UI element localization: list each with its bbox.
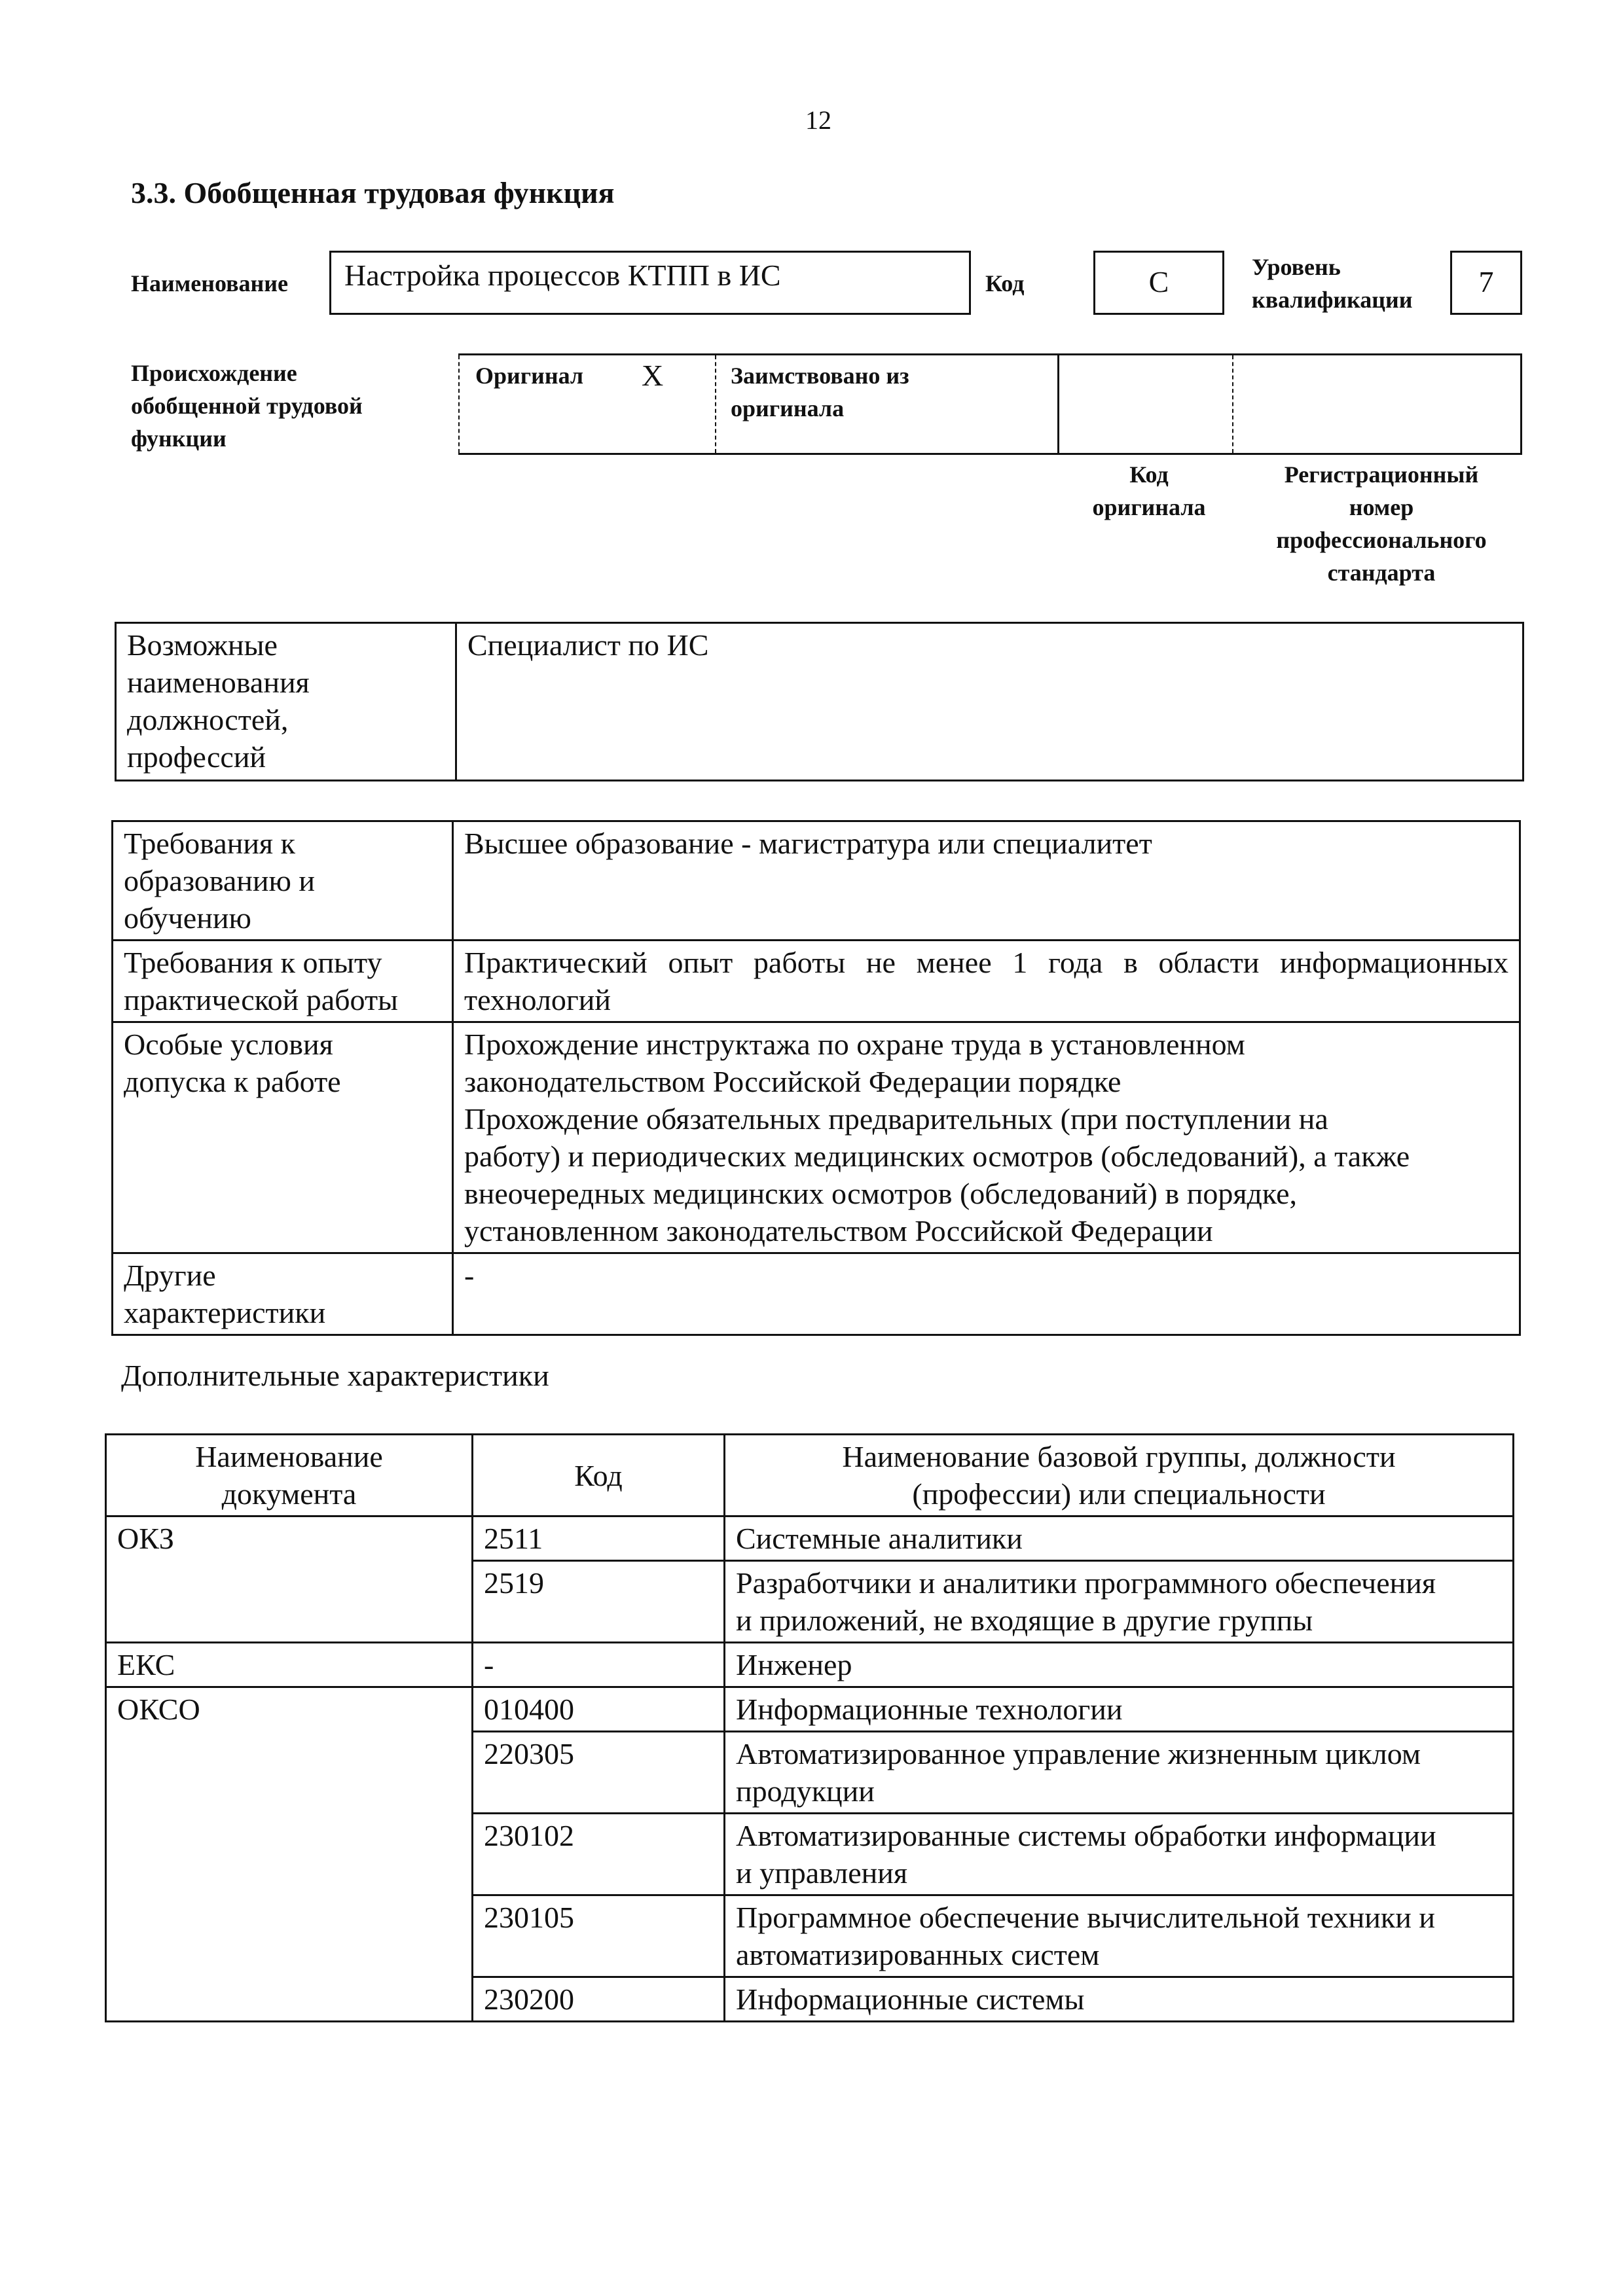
requirement-row [113,1022,1520,1253]
code-value: 220305 [484,1737,574,1770]
group-name-line: Системные аналитики [736,1522,1023,1555]
requirement-value-line: Прохождение обязательных предварительных (при поступлении на [464,1102,1328,1136]
level-label-line1: Уровень [1252,254,1341,280]
requirements-table [111,820,1521,1336]
doc-cell [106,1687,473,2022]
requirement-value-cell [453,1022,1520,1253]
positions-row [116,623,1523,781]
origin-label-line3: функции [131,425,227,452]
requirement-value-line: внеочередных медицинских осмотров (обследований) в порядке, [464,1177,1298,1210]
code-value: - [484,1648,494,1681]
code-label: Код [985,270,1025,296]
original-label: Оригинал [475,363,584,389]
positions-label-line3: должностей, [127,703,289,736]
doc-value: ОКЗ [117,1522,174,1555]
header-group-name-line1: Наименование базовой группы, должности [842,1440,1396,1473]
group-name-cell [725,1687,1514,1732]
additional-title: Дополнительные характеристики [121,1359,549,1392]
header-group-name-line2: (профессии) или специальности [912,1477,1326,1511]
requirement-label-line: обучению [124,901,251,935]
borrowed-label-line1: Заимствовано из [731,363,909,389]
requirement-value-cell [453,821,1520,941]
header-document-line1: Наименование [195,1440,383,1473]
code-cell [473,1687,725,1732]
code-original-caption [1061,458,1237,524]
origin-label [131,357,363,455]
borrowed-label [731,359,909,425]
code-cell [473,1643,725,1687]
code-value: 010400 [484,1693,574,1726]
requirement-value-line: законодательством Российской Федерации порядке [464,1065,1122,1098]
doc-value: ОКСО [117,1693,200,1726]
level-label-line2: квалификации [1252,287,1413,313]
header-code [473,1435,725,1516]
code-value-box [1093,251,1224,315]
group-name-cell [725,1643,1514,1687]
origin-label-line2: обобщенной трудовой [131,393,363,419]
code-cell [473,1977,725,2022]
doc-cell [106,1516,473,1643]
table-row [106,1687,1514,1732]
group-name-line: Разработчики и аналитики программного обеспечения [736,1566,1436,1600]
reg-number-caption-line1: Регистрационный [1284,461,1479,488]
section-title: 3.3. Обобщенная трудовая функция [131,176,615,209]
group-name-line: Информационные технологии [736,1693,1123,1726]
requirement-label-line: Особые условия [124,1028,333,1061]
requirement-row [113,1253,1520,1335]
code-cell [473,1895,725,1977]
requirement-label-line: Требования к опыту [124,946,382,979]
code-value: 230200 [484,1982,574,2016]
group-name-line: Автоматизированные системы обработки информации [736,1819,1436,1852]
requirement-value-line: работу) и периодических медицинских осмотров (обследований), а также [464,1139,1410,1173]
origin-divider-3 [1232,355,1233,453]
group-name-line: и приложений, не входящие в другие группы [736,1604,1313,1637]
positions-label-line4: профессий [127,740,266,774]
requirement-value-line: Прохождение инструктажа по охране труда в установленном [464,1028,1245,1061]
reg-number-caption [1244,458,1519,589]
positions-label-line2: наименования [127,666,310,699]
table-row [106,1643,1514,1687]
header-group-name [725,1435,1514,1516]
original-mark: X [642,359,664,392]
origin-table [458,353,1522,455]
code-cell [473,1516,725,1561]
code-cell [473,1561,725,1643]
code-original-caption-line2: оригинала [1092,494,1206,520]
borrowed-label-line2: оригинала [731,395,845,422]
requirement-value-cell [453,1253,1520,1335]
requirement-label-line: практической работы [124,983,398,1016]
table-row [106,1516,1514,1561]
requirement-label-line: Требования к [124,827,295,860]
requirement-label-cell [113,821,453,941]
code-value: 230105 [484,1901,574,1934]
header-code-text: Код [574,1458,623,1492]
additional-table [105,1433,1514,2022]
reg-number-caption-line2: номер [1349,494,1414,520]
group-name-cell [725,1814,1514,1895]
origin-divider-1 [715,355,716,453]
code-cell [473,1814,725,1895]
name-value-box [329,251,971,315]
additional-header-row [106,1435,1514,1516]
group-name-line: Автоматизированное управление жизненным циклом [736,1737,1421,1770]
code-value: 2511 [484,1522,543,1555]
group-name-cell [725,1895,1514,1977]
origin-divider-left [458,355,460,453]
code-value: С [1148,265,1169,298]
group-name-line: Инженер [736,1648,852,1681]
code-cell [473,1732,725,1814]
requirement-value-line: Практический опыт работы не менее 1 года в области информационных [464,946,1508,979]
requirement-label-cell [113,1022,453,1253]
group-name-line: автоматизированных систем [736,1938,1100,1971]
page-number: 12 [805,105,831,135]
group-name-cell [725,1516,1514,1561]
level-value-box [1450,251,1522,315]
reg-number-caption-line3: профессионального [1276,527,1487,553]
group-name-line: продукции [736,1774,875,1808]
level-value: 7 [1478,265,1494,298]
code-original-caption-line1: Код [1129,461,1169,488]
doc-cell [106,1643,473,1687]
requirement-label-line: Другие [124,1259,216,1292]
requirement-row [113,821,1520,941]
name-value: Настройка процессов КТПП в ИС [344,259,781,292]
group-name-cell [725,1561,1514,1643]
requirement-value-line: установленном законодательством Российской Федерации [464,1214,1213,1247]
group-name-line: и управления [736,1856,908,1890]
origin-label-line1: Происхождение [131,360,297,386]
level-label [1252,251,1413,316]
code-value: 2519 [484,1566,544,1600]
requirement-label-cell [113,941,453,1022]
requirement-label-line: допуска к работе [124,1065,341,1098]
requirement-value-line: Высшее образование - магистратура или специалитет [464,827,1152,860]
group-name-line: Информационные системы [736,1982,1085,2016]
reg-number-caption-line4: стандарта [1327,560,1436,586]
doc-value: ЕКС [117,1648,175,1681]
header-document-line2: документа [221,1477,357,1511]
requirement-label-cell [113,1253,453,1335]
group-name-line: Программное обеспечение вычислительной техники и [736,1901,1435,1934]
origin-divider-2 [1057,355,1059,453]
positions-table [115,622,1524,781]
requirement-value-cell [453,941,1520,1022]
requirement-label-line: характеристики [124,1296,326,1329]
requirement-value-line: - [464,1259,475,1292]
requirement-value-line: технологий [464,983,611,1016]
group-name-cell [725,1732,1514,1814]
name-label: Наименование [131,270,288,296]
requirement-row [113,941,1520,1022]
header-document [106,1435,473,1516]
code-value: 230102 [484,1819,574,1852]
positions-label-line1: Возможные [127,628,278,662]
positions-value-cell [456,623,1523,781]
requirement-label-line: образованию и [124,864,315,897]
positions-value: Специалист по ИС [467,628,709,662]
group-name-cell [725,1977,1514,2022]
positions-label-cell [116,623,456,781]
